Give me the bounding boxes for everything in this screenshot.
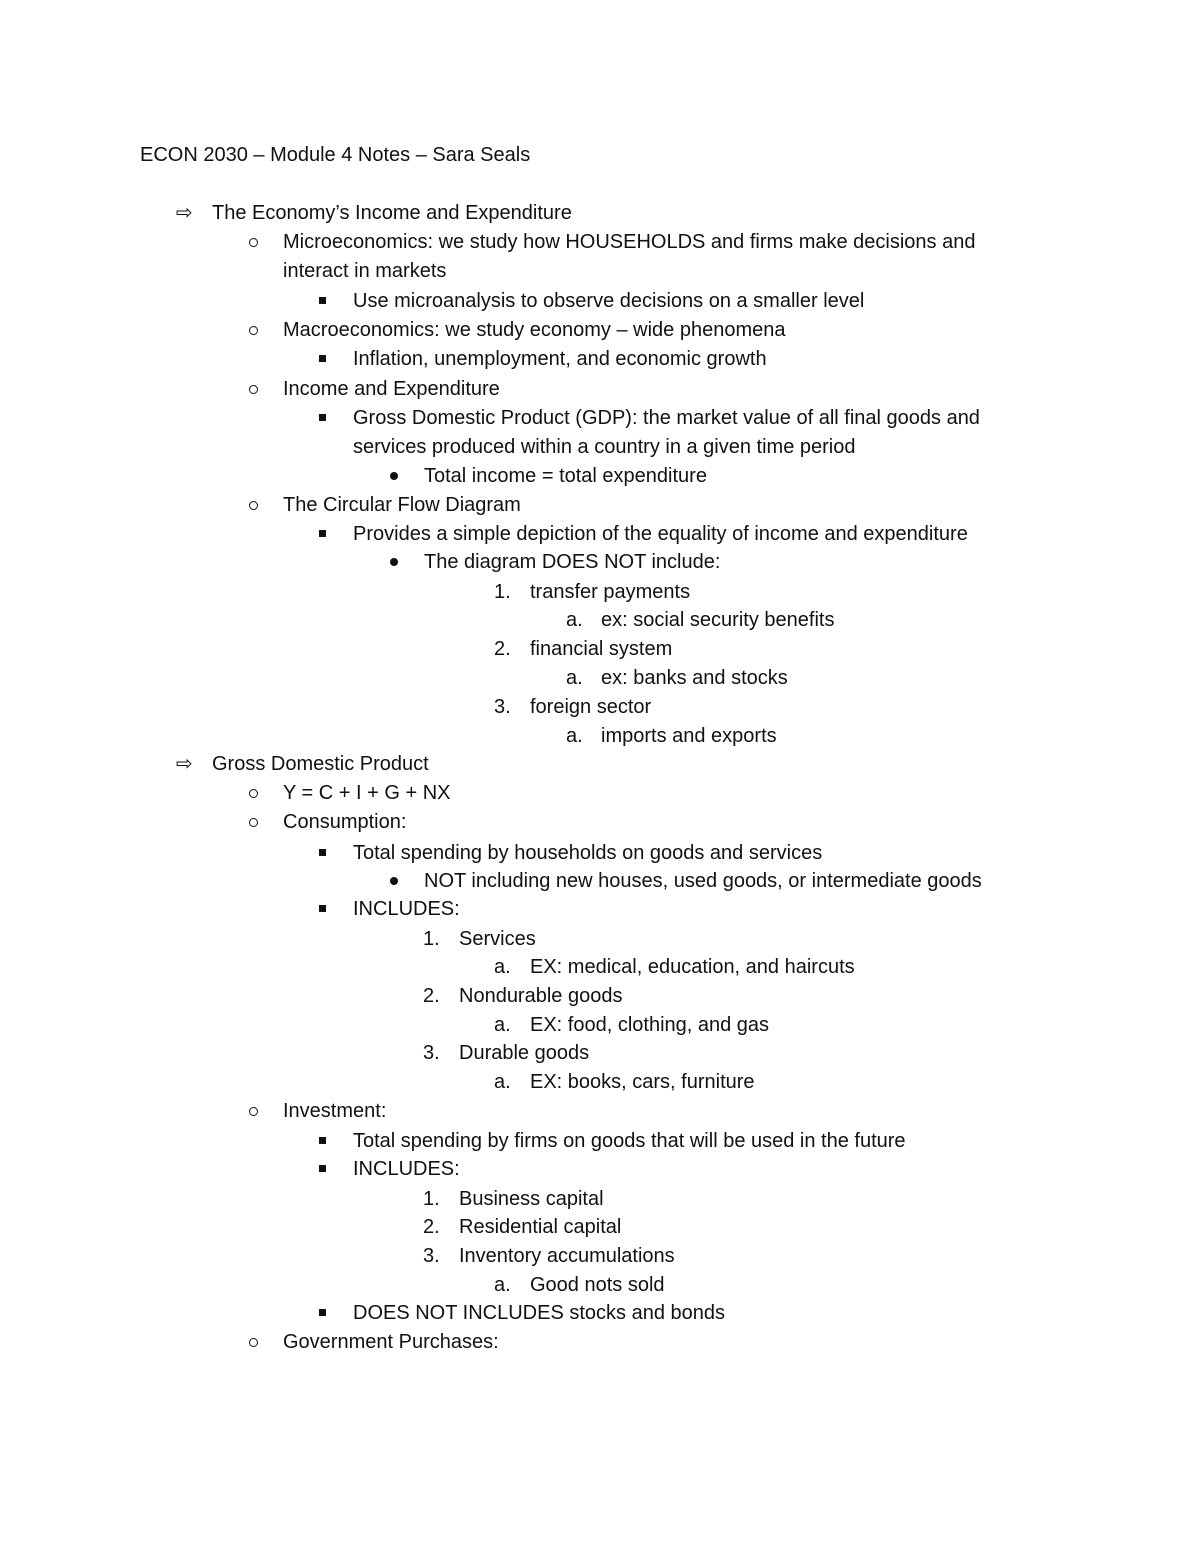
square-bullet-icon — [319, 414, 326, 421]
item-transfer-payments: transfer payments — [530, 581, 691, 603]
square-bullet-icon — [319, 1309, 326, 1316]
list-number: 2. — [423, 985, 440, 1007]
list-number: 1. — [423, 928, 440, 950]
item-services-examples: EX: medical, education, and haircuts — [530, 956, 855, 978]
hollow-circle-icon — [249, 501, 258, 510]
item-microeconomics-continued: interact in markets — [283, 260, 447, 282]
round-bullet-icon — [390, 472, 398, 480]
item-financial-system: financial system — [530, 638, 673, 660]
square-bullet-icon — [319, 530, 326, 537]
double-arrow-icon: ⇨ — [176, 753, 193, 775]
square-bullet-icon — [319, 297, 326, 304]
item-circular-flow-depiction: Provides a simple depiction of the equality of income and expenditure — [353, 523, 968, 545]
item-gdp-definition: Gross Domestic Product (GDP): the market value of all final goods and — [353, 407, 980, 429]
list-number: 1. — [423, 1188, 440, 1210]
list-number: 3. — [423, 1245, 440, 1267]
item-diagram-not-include: The diagram DOES NOT include: — [424, 551, 721, 573]
hollow-circle-icon — [249, 238, 258, 247]
hollow-circle-icon — [249, 1338, 258, 1347]
hollow-circle-icon — [249, 385, 258, 394]
section-heading-gdp: Gross Domestic Product — [212, 753, 429, 775]
item-investment-exclusions: DOES NOT INCLUDES stocks and bonds — [353, 1302, 725, 1324]
square-bullet-icon — [319, 849, 326, 856]
item-total-income: Total income = total expenditure — [424, 465, 707, 487]
document-title: ECON 2030 – Module 4 Notes – Sara Seals — [140, 144, 531, 166]
list-letter: a. — [494, 1014, 511, 1036]
square-bullet-icon — [319, 355, 326, 362]
item-foreign-sector: foreign sector — [530, 696, 652, 718]
item-residential-capital: Residential capital — [459, 1216, 622, 1238]
list-letter: a. — [566, 725, 583, 747]
round-bullet-icon — [390, 558, 398, 566]
item-investment-includes: INCLUDES: — [353, 1158, 460, 1180]
hollow-circle-icon — [249, 818, 258, 827]
item-social-security: ex: social security benefits — [601, 609, 835, 631]
item-durable-goods: Durable goods — [459, 1042, 590, 1064]
item-macro-topics: Inflation, unemployment, and economic growth — [353, 348, 767, 370]
item-banks-stocks: ex: banks and stocks — [601, 667, 788, 689]
list-letter: a. — [566, 667, 583, 689]
item-microanalysis: Use microanalysis to observe decisions on a smaller level — [353, 290, 865, 312]
item-nondurable-examples: EX: food, clothing, and gas — [530, 1014, 770, 1036]
item-gdp-formula: Y = C + I + G + NX — [283, 782, 451, 804]
item-nondurable-goods: Nondurable goods — [459, 985, 623, 1007]
square-bullet-icon — [319, 905, 326, 912]
round-bullet-icon — [390, 877, 398, 885]
item-macroeconomics: Macroeconomics: we study economy – wide phenomena — [283, 319, 786, 341]
list-letter: a. — [494, 1071, 511, 1093]
item-goods-not-sold: Good nots sold — [530, 1274, 665, 1296]
list-number: 2. — [494, 638, 511, 660]
item-consumption: Consumption: — [283, 811, 407, 833]
item-business-capital: Business capital — [459, 1188, 604, 1210]
item-imports-exports: imports and exports — [601, 725, 777, 747]
list-letter: a. — [494, 1274, 511, 1296]
item-consumption-definition: Total spending by households on goods and services — [353, 842, 823, 864]
item-gdp-definition-continued: services produced within a country in a given time period — [353, 436, 856, 458]
item-circular-flow: The Circular Flow Diagram — [283, 494, 521, 516]
hollow-circle-icon — [249, 326, 258, 335]
item-microeconomics: Microeconomics: we study how HOUSEHOLDS and firms make decisions and — [283, 231, 976, 253]
list-letter: a. — [566, 609, 583, 631]
list-letter: a. — [494, 956, 511, 978]
item-durable-examples: EX: books, cars, furniture — [530, 1071, 755, 1093]
square-bullet-icon — [319, 1165, 326, 1172]
item-inventory-accumulations: Inventory accumulations — [459, 1245, 675, 1267]
list-number: 3. — [494, 696, 511, 718]
section-heading-income-expenditure: The Economy’s Income and Expenditure — [212, 202, 572, 224]
item-income-expenditure: Income and Expenditure — [283, 378, 500, 400]
square-bullet-icon — [319, 1137, 326, 1144]
item-consumption-exclusions: NOT including new houses, used goods, or intermediate goods — [424, 870, 982, 892]
list-number: 3. — [423, 1042, 440, 1064]
item-services: Services — [459, 928, 536, 950]
list-number: 1. — [494, 581, 511, 603]
list-number: 2. — [423, 1216, 440, 1238]
hollow-circle-icon — [249, 789, 258, 798]
item-investment-definition: Total spending by firms on goods that will be used in the future — [353, 1130, 906, 1152]
item-consumption-includes: INCLUDES: — [353, 898, 460, 920]
item-investment: Investment: — [283, 1100, 387, 1122]
item-government-purchases: Government Purchases: — [283, 1331, 499, 1353]
hollow-circle-icon — [249, 1107, 258, 1116]
double-arrow-icon: ⇨ — [176, 202, 193, 224]
